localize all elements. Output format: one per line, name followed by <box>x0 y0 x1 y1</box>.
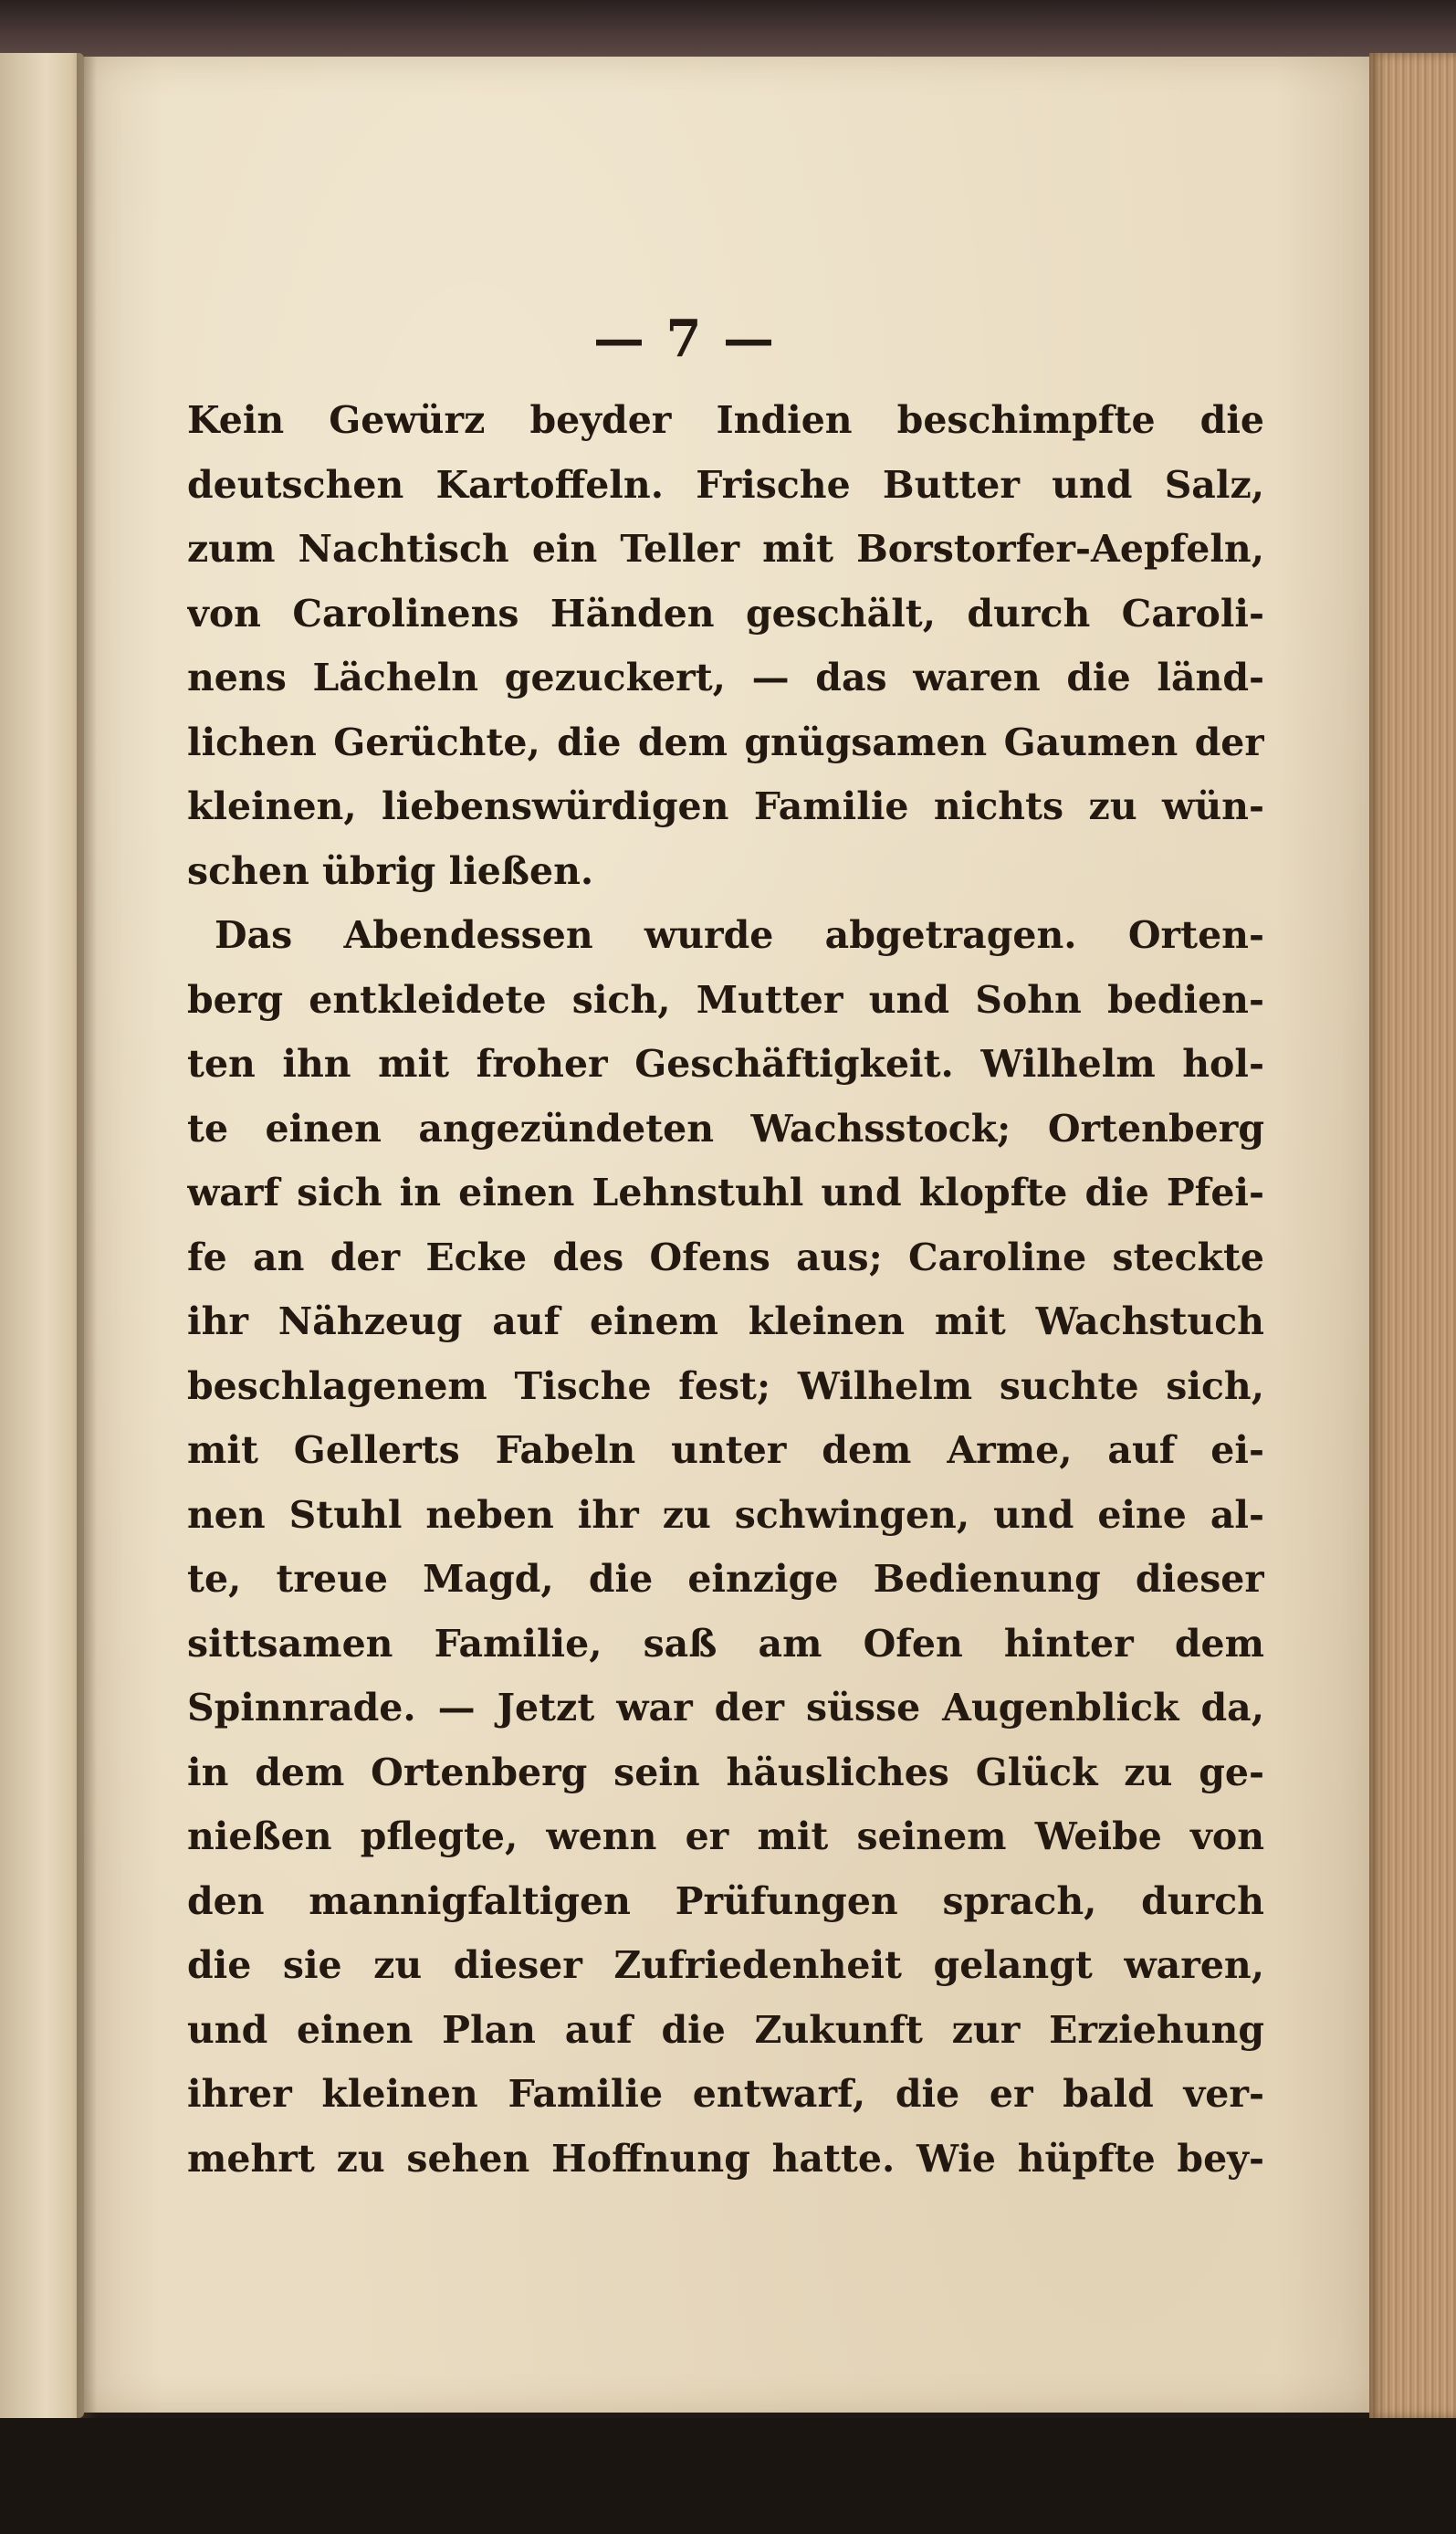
text-line: fe an der Ecke des Ofens aus; Caroline steckte <box>187 1235 1264 1279</box>
text-line: nens Lächeln gezuckert, — das waren die länd- <box>187 656 1264 699</box>
body-text <box>187 388 1264 2191</box>
text-line: beschlagenem Tische fest; Wilhelm suchte sich, <box>187 1363 1264 1408</box>
page-gutter <box>77 53 97 2418</box>
text-line: sittsamen Familie, saß am Ofen hinter dem <box>187 1621 1264 1666</box>
text-line: Spinnrade. — Jetzt war der süsse Augenblick da, <box>187 1686 1264 1730</box>
page-number: — 7 — <box>593 309 776 369</box>
text-line: ten ihn mit froher Geschäftigkeit. Wilhelm hol- <box>187 1042 1264 1086</box>
background-surface <box>0 2418 1456 2534</box>
text-line: schen übrig ließen. <box>187 848 594 893</box>
text-line: warf sich in einen Lehnstuhl und klopfte die Pfei- <box>187 1171 1264 1214</box>
text-line: te, treue Magd, die einzige Bedienung dieser <box>187 1557 1264 1601</box>
text-line: kleinen, liebenswürdigen Familie nichts zu wün- <box>187 784 1264 828</box>
text-line: berg entkleidete sich, Mutter und Sohn bedien- <box>187 977 1264 1022</box>
text-line: zum Nachtisch ein Teller mit Borstorfer-Aepfeln, <box>187 527 1264 571</box>
paragraph-start-line: Das Abendessen wurde abgetragen. Orten- <box>215 913 1264 957</box>
text-line: in dem Ortenberg sein häusliches Glück zu ge- <box>187 1750 1264 1794</box>
text-line: und einen Plan auf die Zukunft zur Erziehung <box>187 2007 1264 2052</box>
text-line: te einen angezündeten Wachsstock; Ortenberg <box>187 1106 1264 1151</box>
text-line: von Carolinens Händen geschält, durch Caroli- <box>187 591 1264 636</box>
text-line: Kein Gewürz beyder Indien beschimpfte die <box>187 398 1264 442</box>
text-line: lichen Gerüchte, die dem gnügsamen Gaumen der <box>187 720 1264 764</box>
text-line: deutschen Kartoffeln. Frische Butter und Salz, <box>187 462 1264 507</box>
text-line: mehrt zu sehen Hoffnung hatte. Wie hüpfte bey- <box>187 2136 1264 2181</box>
text-line: mit Gellerts Fabeln unter dem Arme, auf ei- <box>187 1428 1264 1472</box>
text-line: ihrer kleinen Familie entwarf, die er bald ver- <box>187 2072 1264 2116</box>
text-line: die sie zu dieser Zufriedenheit gelangt waren, <box>187 1943 1264 1987</box>
book-binding <box>0 0 1456 57</box>
facing-page-edge <box>0 53 84 2418</box>
text-line: den mannigfaltigen Prüfungen sprach, durch <box>187 1878 1264 1923</box>
text-line: nen Stuhl neben ihr zu schwingen, und eine al- <box>187 1492 1264 1537</box>
page-block-edges <box>1369 53 1456 2418</box>
text-line: nießen pflegte, wenn er mit seinem Weibe von <box>187 1814 1264 1858</box>
text-line: ihr Nähzeug auf einem kleinen mit Wachstuch <box>187 1299 1264 1343</box>
